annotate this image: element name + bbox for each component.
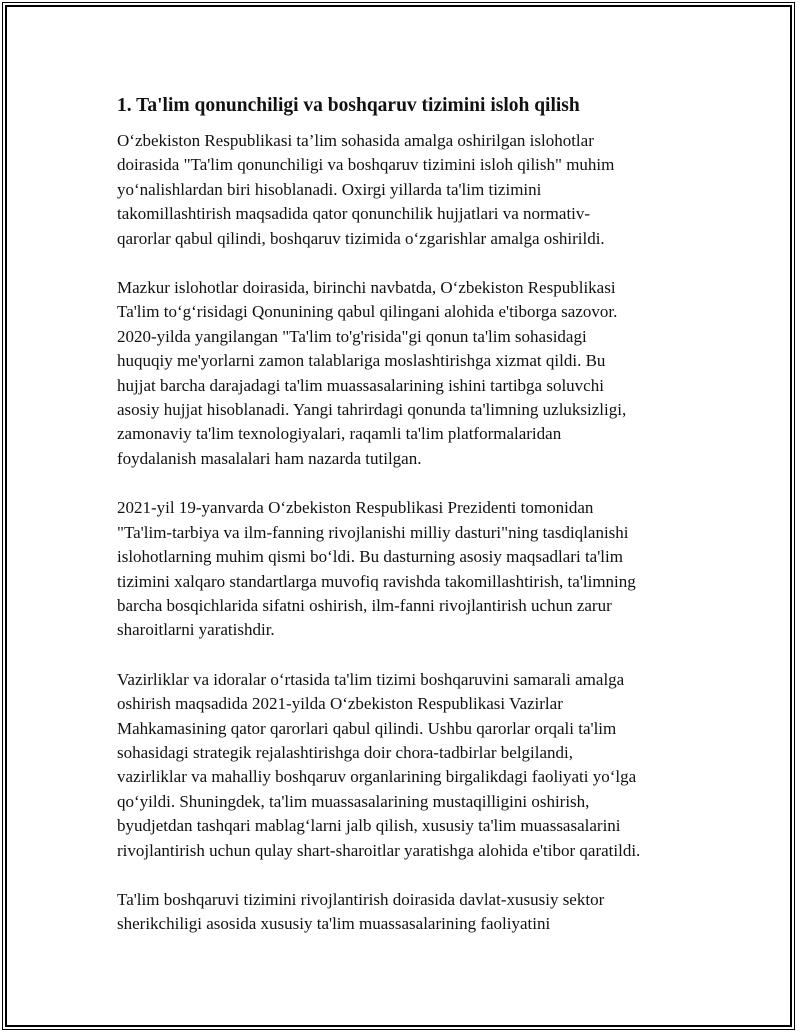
paragraph-line: tizimini xalqaro standartlarga muvofiq ravishda takomillashtirish, ta'limning [117,571,636,591]
paragraph-line: rivojlantirish uchun qulay shart-sharoitlar yaratishga alohida e'tibor qaratildi. [117,840,641,860]
paragraph-2 [117,276,697,471]
paragraph-3 [117,496,697,642]
paragraph-line: sharoitlarni yaratishdir. [117,620,275,640]
paragraph-line: O‘zbekiston Respublikasi ta’lim sohasida amalga oshirilgan islohotlar [117,131,594,150]
paragraph-5 [117,888,697,937]
paragraph-line: takomillashtirish maqsadida qator qonunchilik hujjatlari va normativ- [117,204,591,224]
paragraph-line: foydalanish masalalari ham nazarda tutilgan. [117,448,422,468]
paragraph-line: Ta'lim to‘g‘risidagi Qonunining qabul qilingani alohida e'tiborga sazovor. [117,302,618,322]
paragraph-line: doirasida "Ta'lim qonunchiligi va boshqaruv tizimini isloh qilish" muhim [117,155,615,175]
paragraph-line: islohotlarning muhim qismi bo‘ldi. Bu dasturning asosiy maqsadlari ta'lim [117,547,623,567]
paragraph-line: huquqiy me'yorlarni zamon talablariga moslashtirishga xizmat qildi. Bu [117,351,606,371]
paragraph-4 [117,668,697,863]
section-heading: 1. Ta'lim qonunchiligi va boshqaruv tizimini isloh qilish [117,95,580,116]
paragraph-line: vazirliklar va mahalliy boshqaruv organlarining birgalikdagi faoliyati yo‘lga [117,767,637,787]
paragraph-line: Vazirliklar va idoralar o‘rtasida ta'lim tizimi boshqaruvini samarali amalga [117,669,625,689]
paragraph-line: Ta'lim boshqaruvi tizimini rivojlantirish doirasida davlat-xususiy sektor [117,889,605,909]
paragraph-line: 2021-yil 19-yanvarda O‘zbekiston Respublikasi Prezidenti tomonidan [117,498,594,518]
paragraph-line: 2020-yilda yangilangan "Ta'lim to'g'risida"gi qonun ta'lim sohasidagi [117,326,587,346]
paragraph-line: "Ta'lim-tarbiya va ilm-fanning rivojlanishi milliy dasturi"ning tasdiqlanishi [117,522,629,542]
document-body [117,92,697,962]
paragraph-line: oshirish maqsadida 2021-yilda O‘zbekiston Respublikasi Vazirlar [117,694,563,714]
paragraph-line: hujjat barcha darajadagi ta'lim muassasalarining ishini tartibga soluvchi [117,375,604,395]
paragraph-line: Mazkur islohotlar doirasida, birinchi navbatda, O‘zbekiston Respublikasi [117,278,616,298]
paragraph-line: asosiy hujjat hisoblanadi. Yangi tahrirdagi qonunda ta'limning uzluksizligi, [117,400,627,420]
paragraph-line: sohasidagi strategik rejalashtirishga doir chora-tadbirlar belgilandi, [117,742,574,762]
paragraph-line: sherikchiligi asosida xususiy ta'lim muassasalarining faoliyatini [117,914,551,934]
paragraph-line: zamonaviy ta'lim texnologiyalari, raqamli ta'lim platformalaridan [117,424,562,444]
paragraph-line: qarorlar qabul qilindi, boshqaruv tizimida o‘zgarishlar amalga oshirildi. [117,228,605,248]
paragraph-line: barcha bosqichlarida sifatni oshirish, ilm-fanni rivojlantirish uchun zarur [117,595,612,615]
paragraph-line: Mahkamasining qator qarorlari qabul qilindi. Ushbu qarorlar orqali ta'lim [117,718,617,738]
paragraph-line: byudjetdan tashqari mablag‘larni jalb qilish, xususiy ta'lim muassasalarini [117,816,621,836]
paragraph-line: qo‘yildi. Shuningdek, ta'lim muassasalarining mustaqilligini oshirish, [117,791,590,811]
paragraph-1 [117,129,697,251]
paragraph-line: yo‘nalishlardan biri hisoblanadi. Oxirgi yillarda ta'lim tizimini [117,179,542,199]
